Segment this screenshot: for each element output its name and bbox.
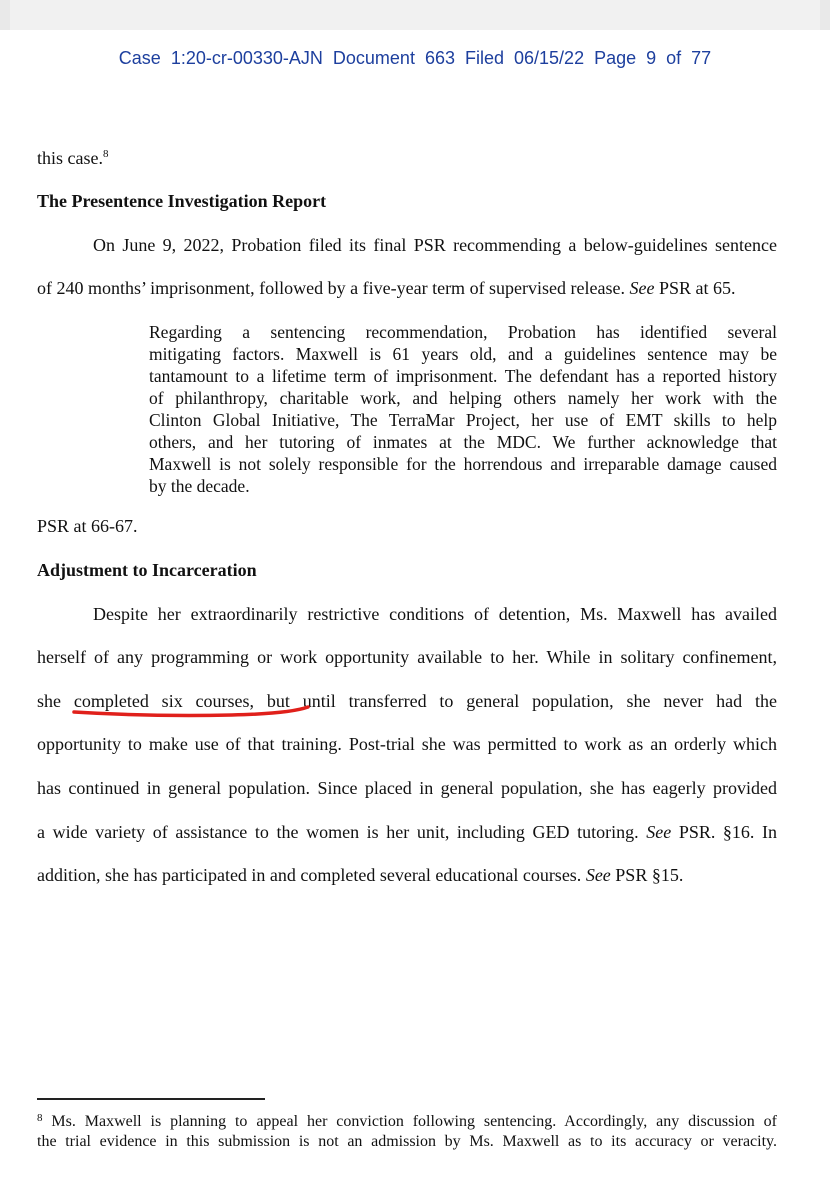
footnote-ref: 8 — [102, 148, 109, 160]
quote-line: others, and her tutoring of inmates at the MDC. We further acknowledge that — [149, 432, 777, 452]
quote-line: tantamount to a lifetime term of imprisonment. The defendant has a reported history — [149, 366, 777, 386]
quote-line: by the decade. — [149, 476, 250, 496]
footnote-number: 8 — [37, 1112, 43, 1124]
document-number: Document 663 — [332, 48, 455, 68]
quote-line: mitigating factors. Maxwell is 61 years old, and a guidelines sentence may be — [149, 344, 777, 364]
quote-line: Maxwell is not solely responsible for the horrendous and irreparable damage caused — [149, 454, 777, 474]
footnote-line-2: the trial evidence in this submission is not an admission by Ms. Maxwell as to its accuracy or veracity. — [37, 1133, 777, 1150]
psr-citation: PSR at 66-67. — [37, 516, 138, 536]
quote-line: of philanthropy, charitable work, and helping others namely her work with the — [149, 388, 777, 408]
heading-adjustment: Adjustment to Incarceration — [37, 560, 257, 580]
intro-line: this case.$^8$ — [37, 148, 109, 168]
adjustment-line-2: herself of any programming or work opportunity available to her. While in solitary confinement, — [37, 647, 777, 667]
top-margin-strip-inner — [10, 0, 820, 30]
adjustment-line-1: Despite her extraordinarily restrictive conditions of detention, Ms. Maxwell has availed — [93, 604, 777, 624]
cut-off-bottom-text — [37, 1190, 777, 1200]
adjustment-line-7: addition, she has participated in and completed several educational courses. See PSR §15. — [37, 865, 684, 885]
footnote-line-1: $^8$ Ms. Maxwell is planning to appeal her conviction following sentencing. Accordingly, any discussion of — [37, 1112, 778, 1130]
page-number: Page 9 of 77 — [594, 48, 712, 68]
psr-paragraph-line-1: On June 9, 2022, Probation filed its final PSR recommending a below-guidelines sentence — [93, 235, 777, 255]
heading-psr: The Presentence Investigation Report — [37, 191, 327, 211]
adjustment-line-5: has continued in general population. Since placed in general population, she has eagerly provided — [37, 778, 777, 798]
adjustment-line-6: a wide variety of assistance to the women is her unit, including GED tutoring. See PSR. §16. In — [37, 822, 778, 842]
adjustment-line-3: she completed six courses, but until transferred to general population, she never had the — [37, 691, 777, 711]
top-margin-strip — [0, 0, 830, 30]
red-underline-annotation — [72, 703, 310, 723]
quote-line: Regarding a sentencing recommendation, Probation has identified several — [149, 322, 777, 342]
quote-line: Clinton Global Initiative, The TerraMar Project, her use of EMT skills to help — [149, 410, 777, 430]
adjustment-line-4: opportunity to make use of that training. Post-trial she was permitted to work as an orderly which — [37, 734, 777, 754]
case-number: Case 1:20-cr-00330-AJN — [118, 48, 323, 68]
psr-paragraph-line-2: of 240 months’ imprisonment, followed by a five-year term of supervised release. See PSR at 65. — [37, 278, 736, 298]
footnote-divider — [37, 1098, 265, 1100]
case-header — [0, 48, 830, 69]
filed-date: Filed 06/15/22 — [465, 48, 585, 68]
